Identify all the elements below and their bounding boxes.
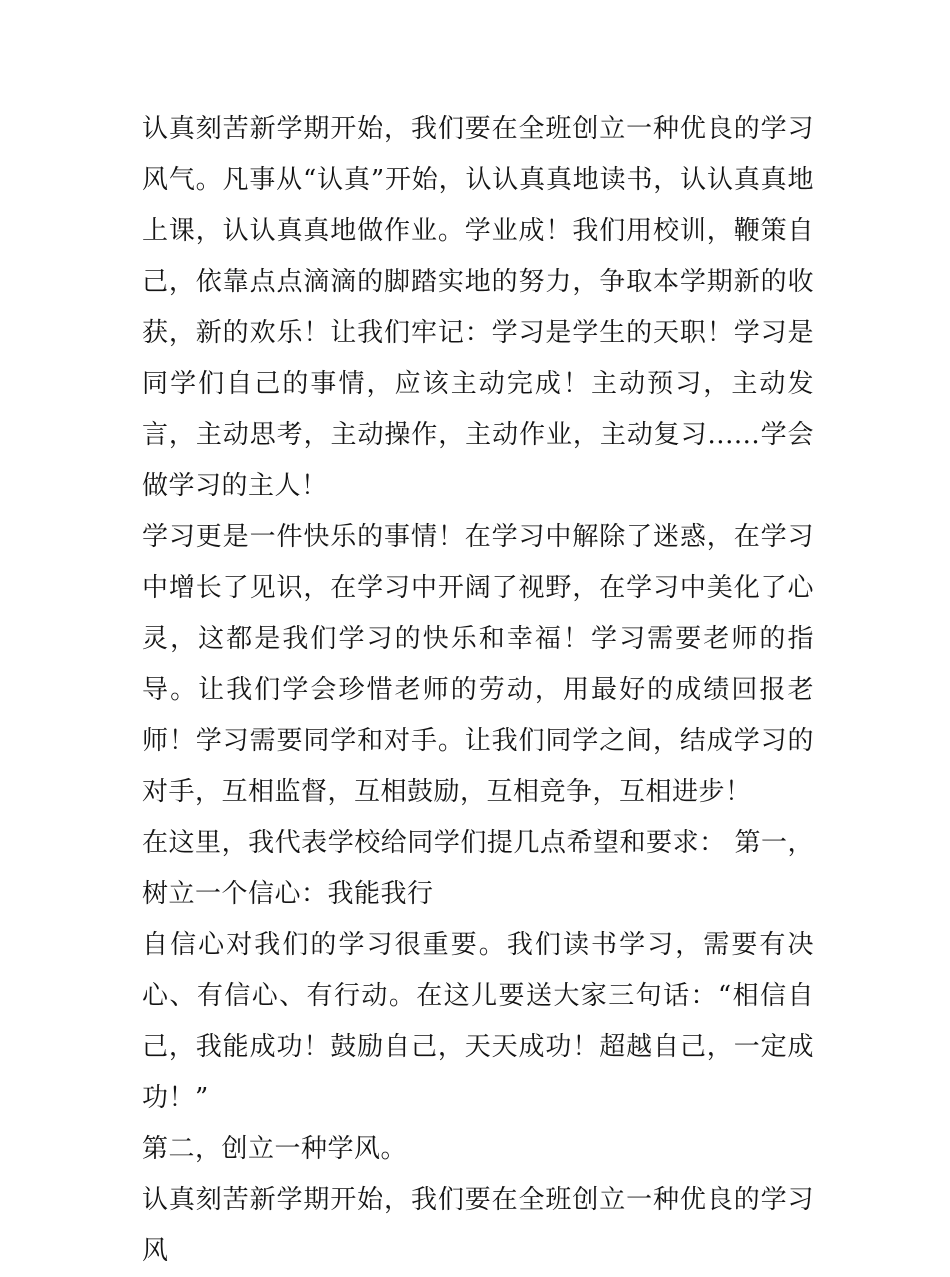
document-body xyxy=(142,104,814,1277)
paragraph-2: 学习更是一件快乐的事情！在学习中解除了迷惑，在学习中增长了见识，在学习中开阔了视野，在学习中美化了心灵，这都是我们学习的快乐和幸福！学习需要老师的指导。让我们学会珍惜老师的劳动，用最好的成绩回报老师！学习需要同学和对手。让我们同学之间，结成学习的对手，互相监督，互相鼓励，互相竞争，互相进步！ xyxy=(142,522,814,807)
paragraph-6: 认真刻苦新学期开始，我们要在全班创立一种优良的学习风 xyxy=(142,1185,814,1266)
paragraph-3: 在这里，我代表学校给同学们提几点希望和要求： 第一，树立一个信心：我能我行 xyxy=(142,828,814,909)
paragraph-4: 自信心对我们的学习很重要。我们读书学习，需要有决心、有信心、有行动。在这儿要送大家三句话：“相信自己，我能成功！鼓励自己，天天成功！超越自己，一定成功！” xyxy=(142,930,814,1113)
paragraph-5: 第二，创立一种学风。 xyxy=(142,1134,408,1164)
paragraph-1: 认真刻苦新学期开始，我们要在全班创立一种优良的学习风气。凡事从“认真”开始，认认真真地读书，认认真真地上课，认认真真地做作业。学业成！我们用校训，鞭策自己，依靠点点滴滴的脚踏实地的努力，争取本学期新的收获，新的欢乐！让我们牢记：学习是学生的天职！学习是同学们自己的事情，应该主动完成！主动预习，主动发言，主动思考，主动操作，主动作业，主动复习......学会做学习的主人！ xyxy=(142,114,814,501)
